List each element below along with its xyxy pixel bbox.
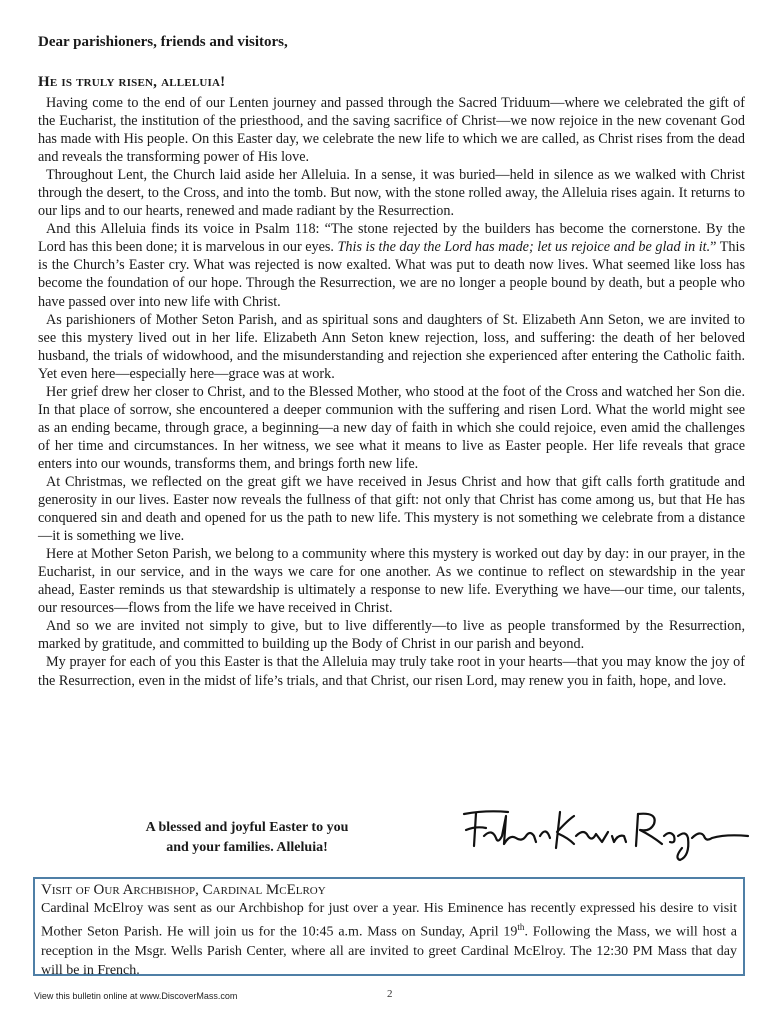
announcement-title: Visit of Our Archbishop, Cardinal McElroy [41,882,326,898]
psalm-text-after: ” This is the Church’s Easter cry. What was rejected is now exalted. What was put to death now lives. What seemed like loss has become the foundation of our hope. Through the Resurrection, we are no longer a people bound by death, but a people who have passed over into new life with Christ. [38,239,745,310]
announcement-body-text-2: . Following the Mass, we will host a reception in the Msgr. Wells Parish Center, where all are invited to greet Cardinal McElroy. The 12:30 PM Mass that day will be in French. [41,924,737,978]
page-number: 2 [387,988,393,1000]
psalm-text-before: And this Alleluia finds its voice in Psalm 118: “The stone rejected by the builders has become the cornerstone. By the Lord has this been done; it is marvelous in our eyes. [38,221,745,256]
paragraph-2: Throughout Lent, the Church laid aside her Alleluia. In a sense, it was buried—held in silence as we walked with Christ through the desert, to the Cross, and into the tomb. But now, with the stone rolled away, the Alleluia rises again. It returns to our lips and to our hearts, renewed and made radiant by the Resurrection. [38,167,745,220]
paragraph-1: Having come to the end of our Lenten journey and passed through the Sacred Triduum—where we celebrated the gift of the Eucharist, the institution of the priesthood, and the saving sacrifice of Christ—we now rejoice in the new covenant God has made with His people. On this Easter day, we celebrate the new life to which we are called, as Christ rises from the dead and reveals the transforming power of His love. [38,95,745,166]
letter-salutation: Dear parishioners, friends and visitors, [38,34,288,50]
announcement-body-text: Cardinal McElroy was sent as our Archbishop for just over a year. His Eminence has recently expressed his desire to visit Mother Seton Parish. He will join us for the 10:45 a.m. Mass on Sunday, April 19 [41,901,737,940]
footer-online-link[interactable]: View this bulletin online at www.DiscoverMass.com [34,991,238,1001]
signature-image [456,806,756,866]
announcement-date-suffix: th [517,922,525,932]
paragraph-8: And so we are invited not simply to give, but to live differently—to live as people transformed by the Resurrection, marked by gratitude, and committed to building up the Body of Christ in our parish and beyond. [38,618,745,653]
psalm-quote-italic: This is the day the Lord has made; let us rejoice and be glad in it. [337,239,711,256]
paragraph-7: Here at Mother Seton Parish, we belong to a community where this mystery is worked out day by day: in our prayer, in the Eucharist, in our service, and in the ways we care for one another. As we continue to reflect on stewardship in the year ahead, Easter reminds us that stewardship is ultimately a response to new life. Everything we have—our time, our talents, our resources—flows from the life we have received in Christ. [38,546,745,617]
paragraph-6: At Christmas, we reflected on the great gift we have received in Jesus Christ and how that gift calls forth gratitude and generosity in our lives. Easter now reveals the fullness of that gift: not only that Christ has come among us, but that He has conquered sin and death and opened for us the path to new life. This mystery is not something we celebrate from a distance—it is something we live. [38,473,745,545]
closing-blessing [112,818,382,858]
paragraph-9: My prayer for each of you this Easter is that the Alleluia may truly take root in your hearts—that you may know the joy of the Resurrection, even in the midst of life’s trials, and that Christ, our risen Lord, may renew you in faith, hope, and love. [38,654,745,689]
paragraph-4: As parishioners of Mother Seton Parish, and as spiritual sons and daughters of St. Elizabeth Ann Seton, we are invited to see this mystery lived out in her life. Elizabeth Ann Seton knew rejection, loss, and suffering: the death of her beloved husband, the trials of widowhood, and the misunderstanding and rejection she experienced after entering the Catholic faith. Yet even here—especially here—grace was at work. [38,311,745,382]
paragraph-5: Her grief drew her closer to Christ, and to the Blessed Mother, who stood at the foot of the Cross and watched her Son die. In that place of sorrow, she encountered a deeper communion with the suffering and risen Lord. What the world might see as an ending became, through grace, a beginning—a new day of faith in which she could rejoice, even amid the challenges of her time and circumstances. In her witness, we see what it means to live as Easter people. Her life reveals that grace enters into our wounds, transforms them, and brings forth new life. [38,383,745,472]
closing-line-1: A blessed and joyful Easter to you [145,820,349,835]
letter-heading: He is truly risen, alleluia! [38,74,226,90]
letter-body [38,94,745,690]
paragraph-psalm [38,220,745,310]
closing-line-2: and your families. Alleluia! [166,840,328,855]
announcement-box [33,877,745,976]
announcement-body [41,899,737,980]
